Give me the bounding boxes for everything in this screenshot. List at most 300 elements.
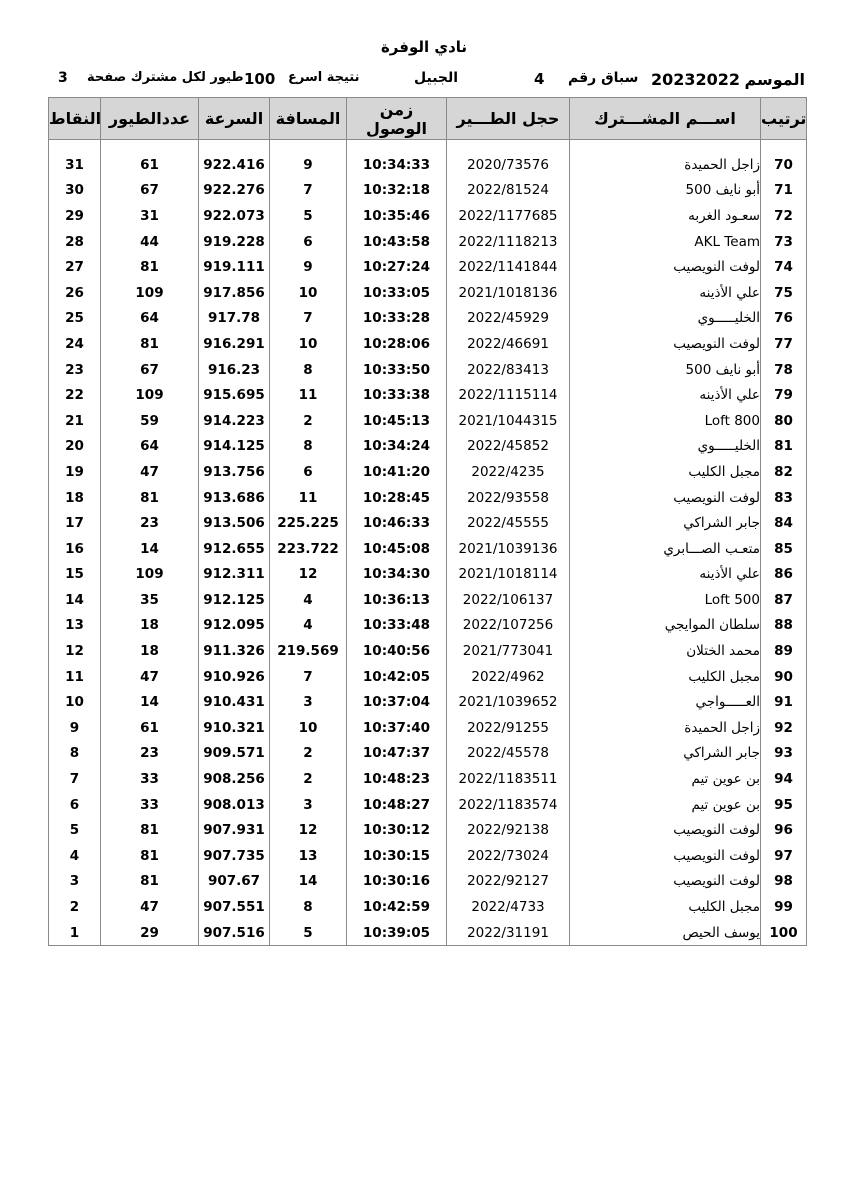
participant-name-cell: الخليـــــوي	[570, 434, 761, 460]
birds-cell: 31	[101, 203, 199, 229]
distance-cell: 7	[270, 178, 347, 204]
arrival-time-cell: 10:48:27	[347, 792, 447, 818]
table-row	[49, 408, 807, 434]
arrival-time-cell: 10:30:12	[347, 817, 447, 843]
distance-cell: 11	[270, 382, 347, 408]
participant-name-cell: لوفت النويصيب	[570, 869, 761, 895]
table-row	[49, 434, 807, 460]
birds-cell: 61	[101, 715, 199, 741]
col-points-header: النقاط	[49, 98, 101, 140]
ring-number-cell: 2022/45929	[447, 306, 570, 332]
distance-cell: 2	[270, 741, 347, 767]
participant-name-cell: جابر الشراكي	[570, 510, 761, 536]
table-row	[49, 382, 807, 408]
distance-cell: 7	[270, 664, 347, 690]
rank-cell: 90	[761, 664, 807, 690]
ring-number-cell: 2022/93558	[447, 485, 570, 511]
points-cell: 12	[49, 638, 101, 664]
arrival-time-cell: 10:27:24	[347, 254, 447, 280]
distance-cell: 12	[270, 817, 347, 843]
participant-name-cell: زاجل الحميدة	[570, 152, 761, 178]
arrival-time-cell: 10:42:59	[347, 894, 447, 920]
rank-cell: 100	[761, 920, 807, 946]
participant-name-cell: متعـب الصـــابري	[570, 536, 761, 562]
birds-cell: 81	[101, 254, 199, 280]
birds-cell: 18	[101, 613, 199, 639]
ring-number-cell: 2022/1183574	[447, 792, 570, 818]
participant-name-cell: بن عوين تيم	[570, 792, 761, 818]
speed-cell: 910.321	[199, 715, 270, 741]
distance-cell: 10	[270, 715, 347, 741]
ring-number-cell: 2022/4962	[447, 664, 570, 690]
birds-cell: 109	[101, 382, 199, 408]
arrival-time-cell: 10:36:13	[347, 587, 447, 613]
speed-cell: 907.67	[199, 869, 270, 895]
birds-cell: 35	[101, 587, 199, 613]
rank-cell: 92	[761, 715, 807, 741]
col-speed-header: السرعة	[199, 98, 270, 140]
club-name: نادي الوفرة	[380, 38, 468, 56]
ring-number-cell: 2022/1141844	[447, 254, 570, 280]
distance-cell: 3	[270, 689, 347, 715]
result-count: 100	[244, 70, 276, 88]
arrival-time-cell: 10:28:45	[347, 485, 447, 511]
ring-number-cell: 2022/1177685	[447, 203, 570, 229]
rank-cell: 89	[761, 638, 807, 664]
distance-cell: 12	[270, 562, 347, 588]
per-member-label: طيور لكل مشترك صفحة	[87, 70, 244, 85]
table-row	[49, 638, 807, 664]
participant-name-cell: لوفت النويصيب	[570, 254, 761, 280]
distance-cell: 2	[270, 408, 347, 434]
distance-cell: 6	[270, 459, 347, 485]
participant-name-cell: مجبل الكليب	[570, 664, 761, 690]
speed-cell: 919.228	[199, 229, 270, 255]
distance-cell: 2	[270, 766, 347, 792]
speed-cell: 907.931	[199, 817, 270, 843]
distance-cell: 11	[270, 485, 347, 511]
arrival-time-cell: 10:30:16	[347, 869, 447, 895]
arrival-time-cell: 10:35:46	[347, 203, 447, 229]
ring-number-cell: 2022/31191	[447, 920, 570, 946]
points-cell: 4	[49, 843, 101, 869]
rank-cell: 97	[761, 843, 807, 869]
participant-name-cell: مجبل الكليب	[570, 894, 761, 920]
points-cell: 9	[49, 715, 101, 741]
participant-name-cell: بن عوين تيم	[570, 766, 761, 792]
result-label: نتيجة اسرع	[288, 70, 360, 85]
season-value: 20232022	[651, 70, 741, 89]
birds-cell: 109	[101, 280, 199, 306]
results-table	[48, 97, 807, 946]
rank-cell: 98	[761, 869, 807, 895]
speed-cell: 913.686	[199, 485, 270, 511]
points-cell: 6	[49, 792, 101, 818]
ring-number-cell: 2022/91255	[447, 715, 570, 741]
rank-cell: 71	[761, 178, 807, 204]
points-cell: 30	[49, 178, 101, 204]
points-cell: 23	[49, 357, 101, 383]
speed-cell: 911.326	[199, 638, 270, 664]
birds-cell: 23	[101, 510, 199, 536]
participant-name-cell: علي الأذينه	[570, 382, 761, 408]
table-row	[49, 459, 807, 485]
arrival-time-cell: 10:33:50	[347, 357, 447, 383]
table-row	[49, 741, 807, 767]
points-cell: 15	[49, 562, 101, 588]
participant-name-cell: يوسف الحيص	[570, 920, 761, 946]
birds-cell: 109	[101, 562, 199, 588]
ring-number-cell: 2022/81524	[447, 178, 570, 204]
race-location: الجبيل	[414, 70, 459, 86]
birds-cell: 14	[101, 689, 199, 715]
arrival-time-cell: 10:42:05	[347, 664, 447, 690]
table-row	[49, 869, 807, 895]
participant-name-cell: لوفت النويصيب	[570, 485, 761, 511]
rank-cell: 82	[761, 459, 807, 485]
rank-cell: 80	[761, 408, 807, 434]
ring-number-cell: 2021/1039136	[447, 536, 570, 562]
arrival-time-cell: 10:30:15	[347, 843, 447, 869]
col-birds-header: عددالطيور	[101, 98, 199, 140]
speed-cell: 917.856	[199, 280, 270, 306]
distance-cell: 9	[270, 152, 347, 178]
birds-cell: 64	[101, 434, 199, 460]
ring-number-cell: 2022/1118213	[447, 229, 570, 255]
participant-name-cell: أبو نايف 500	[570, 357, 761, 383]
speed-cell: 919.111	[199, 254, 270, 280]
points-cell: 5	[49, 817, 101, 843]
ring-number-cell: 2022/4235	[447, 459, 570, 485]
ring-number-cell: 2022/83413	[447, 357, 570, 383]
speed-cell: 908.013	[199, 792, 270, 818]
ring-number-cell: 2022/4733	[447, 894, 570, 920]
participant-name-cell: AKL Team	[570, 229, 761, 255]
ring-number-cell: 2022/106137	[447, 587, 570, 613]
distance-cell: 219.569	[270, 638, 347, 664]
table-row	[49, 331, 807, 357]
table-row	[49, 843, 807, 869]
birds-cell: 81	[101, 843, 199, 869]
birds-cell: 47	[101, 664, 199, 690]
arrival-time-cell: 10:39:05	[347, 920, 447, 946]
arrival-time-cell: 10:40:56	[347, 638, 447, 664]
speed-cell: 914.125	[199, 434, 270, 460]
ring-number-cell: 2022/45578	[447, 741, 570, 767]
arrival-time-cell: 10:33:05	[347, 280, 447, 306]
rank-cell: 77	[761, 331, 807, 357]
points-cell: 28	[49, 229, 101, 255]
col-ring-header: حجل الطـــير	[447, 98, 570, 140]
table-row	[49, 536, 807, 562]
arrival-time-cell: 10:47:37	[347, 741, 447, 767]
points-cell: 27	[49, 254, 101, 280]
points-cell: 20	[49, 434, 101, 460]
table-row	[49, 229, 807, 255]
rank-cell: 74	[761, 254, 807, 280]
speed-cell: 907.516	[199, 920, 270, 946]
page-number: 3	[58, 70, 68, 86]
speed-cell: 907.735	[199, 843, 270, 869]
ring-number-cell: 2021/1018114	[447, 562, 570, 588]
table-row	[49, 510, 807, 536]
arrival-time-cell: 10:37:04	[347, 689, 447, 715]
distance-cell: 8	[270, 894, 347, 920]
speed-cell: 913.756	[199, 459, 270, 485]
distance-cell: 10	[270, 331, 347, 357]
points-cell: 2	[49, 894, 101, 920]
rank-cell: 87	[761, 587, 807, 613]
rank-cell: 72	[761, 203, 807, 229]
table-row	[49, 306, 807, 332]
table-row	[49, 152, 807, 178]
distance-cell: 4	[270, 613, 347, 639]
points-cell: 11	[49, 664, 101, 690]
arrival-time-cell: 10:48:23	[347, 766, 447, 792]
speed-cell: 914.223	[199, 408, 270, 434]
participant-name-cell: علي الأذينه	[570, 562, 761, 588]
speed-cell: 915.695	[199, 382, 270, 408]
distance-cell: 6	[270, 229, 347, 255]
birds-cell: 33	[101, 766, 199, 792]
distance-cell: 223.722	[270, 536, 347, 562]
rank-cell: 78	[761, 357, 807, 383]
points-cell: 29	[49, 203, 101, 229]
table-row	[49, 817, 807, 843]
speed-cell: 916.291	[199, 331, 270, 357]
birds-cell: 59	[101, 408, 199, 434]
speed-cell: 912.311	[199, 562, 270, 588]
table-row	[49, 485, 807, 511]
participant-name-cell: مجبل الكليب	[570, 459, 761, 485]
arrival-time-cell: 10:33:38	[347, 382, 447, 408]
table-row	[49, 587, 807, 613]
participant-name-cell: جابر الشراكي	[570, 741, 761, 767]
participant-name-cell: Loft 800	[570, 408, 761, 434]
table-row	[49, 613, 807, 639]
race-number: 4	[534, 70, 545, 88]
table-row	[49, 894, 807, 920]
birds-cell: 33	[101, 792, 199, 818]
participant-name-cell: الخليـــــوي	[570, 306, 761, 332]
distance-cell: 225.225	[270, 510, 347, 536]
rank-cell: 85	[761, 536, 807, 562]
points-cell: 13	[49, 613, 101, 639]
rank-cell: 99	[761, 894, 807, 920]
arrival-time-cell: 10:32:18	[347, 178, 447, 204]
birds-cell: 61	[101, 152, 199, 178]
speed-cell: 912.125	[199, 587, 270, 613]
rank-cell: 83	[761, 485, 807, 511]
distance-cell: 8	[270, 434, 347, 460]
points-cell: 10	[49, 689, 101, 715]
participant-name-cell: أبو نايف 500	[570, 178, 761, 204]
table-row	[49, 920, 807, 946]
speed-cell: 922.073	[199, 203, 270, 229]
participant-name-cell: علي الأذينه	[570, 280, 761, 306]
race-info-line	[0, 70, 848, 92]
speed-cell: 917.78	[199, 306, 270, 332]
table-row	[49, 280, 807, 306]
points-cell: 17	[49, 510, 101, 536]
participant-name-cell: سلطان الموايجي	[570, 613, 761, 639]
birds-cell: 47	[101, 459, 199, 485]
distance-cell: 7	[270, 306, 347, 332]
birds-cell: 81	[101, 331, 199, 357]
table-row	[49, 203, 807, 229]
rank-cell: 84	[761, 510, 807, 536]
ring-number-cell: 2020/73576	[447, 152, 570, 178]
points-cell: 26	[49, 280, 101, 306]
participant-name-cell: سعـود الغربه	[570, 203, 761, 229]
race-label: سباق رقم	[568, 70, 639, 86]
rank-cell: 76	[761, 306, 807, 332]
speed-cell: 908.256	[199, 766, 270, 792]
col-distance-header: المسافة	[270, 98, 347, 140]
points-cell: 31	[49, 152, 101, 178]
speed-cell: 922.416	[199, 152, 270, 178]
points-cell: 24	[49, 331, 101, 357]
arrival-time-cell: 10:33:48	[347, 613, 447, 639]
arrival-time-cell: 10:45:08	[347, 536, 447, 562]
points-cell: 3	[49, 869, 101, 895]
points-cell: 22	[49, 382, 101, 408]
arrival-time-cell: 10:45:13	[347, 408, 447, 434]
ring-number-cell: 2022/73024	[447, 843, 570, 869]
birds-cell: 67	[101, 357, 199, 383]
arrival-time-cell: 10:28:06	[347, 331, 447, 357]
points-cell: 14	[49, 587, 101, 613]
birds-cell: 47	[101, 894, 199, 920]
ring-number-cell: 2022/1115114	[447, 382, 570, 408]
ring-number-cell: 2022/92127	[447, 869, 570, 895]
col-rank-header: ترتيب	[761, 98, 807, 140]
speed-cell: 916.23	[199, 357, 270, 383]
rank-cell: 70	[761, 152, 807, 178]
table-row	[49, 562, 807, 588]
ring-number-cell: 2021/773041	[447, 638, 570, 664]
table-row	[49, 689, 807, 715]
birds-cell: 23	[101, 741, 199, 767]
ring-number-cell: 2021/1039652	[447, 689, 570, 715]
distance-cell: 10	[270, 280, 347, 306]
points-cell: 7	[49, 766, 101, 792]
participant-name-cell: لوفت النويصيب	[570, 817, 761, 843]
table-row	[49, 254, 807, 280]
distance-cell: 8	[270, 357, 347, 383]
rank-cell: 79	[761, 382, 807, 408]
distance-cell: 9	[270, 254, 347, 280]
rank-cell: 94	[761, 766, 807, 792]
rank-cell: 95	[761, 792, 807, 818]
col-name-header: اســـم المشـــترك	[570, 98, 761, 140]
points-cell: 8	[49, 741, 101, 767]
birds-cell: 67	[101, 178, 199, 204]
birds-cell: 81	[101, 485, 199, 511]
ring-number-cell: 2021/1018136	[447, 280, 570, 306]
points-cell: 18	[49, 485, 101, 511]
birds-cell: 18	[101, 638, 199, 664]
birds-cell: 64	[101, 306, 199, 332]
points-cell: 21	[49, 408, 101, 434]
participant-name-cell: لوفت النويصيب	[570, 331, 761, 357]
birds-cell: 81	[101, 869, 199, 895]
distance-cell: 4	[270, 587, 347, 613]
arrival-time-cell: 10:33:28	[347, 306, 447, 332]
participant-name-cell: Loft 500	[570, 587, 761, 613]
speed-cell: 909.571	[199, 741, 270, 767]
arrival-time-cell: 10:46:33	[347, 510, 447, 536]
ring-number-cell: 2022/1183511	[447, 766, 570, 792]
table-row	[49, 357, 807, 383]
arrival-time-cell: 10:41:20	[347, 459, 447, 485]
rank-cell: 86	[761, 562, 807, 588]
birds-cell: 29	[101, 920, 199, 946]
arrival-time-cell: 10:37:40	[347, 715, 447, 741]
birds-cell: 81	[101, 817, 199, 843]
birds-cell: 44	[101, 229, 199, 255]
ring-number-cell: 2021/1044315	[447, 408, 570, 434]
rank-cell: 75	[761, 280, 807, 306]
speed-cell: 912.095	[199, 613, 270, 639]
arrival-time-cell: 10:34:24	[347, 434, 447, 460]
rank-cell: 96	[761, 817, 807, 843]
points-cell: 19	[49, 459, 101, 485]
arrival-time-cell: 10:34:30	[347, 562, 447, 588]
distance-cell: 3	[270, 792, 347, 818]
participant-name-cell: العـــــواجي	[570, 689, 761, 715]
distance-cell: 5	[270, 920, 347, 946]
table-row	[49, 664, 807, 690]
points-cell: 1	[49, 920, 101, 946]
rank-cell: 91	[761, 689, 807, 715]
speed-cell: 912.655	[199, 536, 270, 562]
distance-cell: 5	[270, 203, 347, 229]
table-row	[49, 715, 807, 741]
points-cell: 16	[49, 536, 101, 562]
arrival-time-cell: 10:43:58	[347, 229, 447, 255]
rank-cell: 93	[761, 741, 807, 767]
ring-number-cell: 2022/107256	[447, 613, 570, 639]
table-row	[49, 766, 807, 792]
ring-number-cell: 2022/92138	[447, 817, 570, 843]
header-row	[49, 98, 807, 140]
speed-cell: 910.431	[199, 689, 270, 715]
participant-name-cell: لوفت النويصيب	[570, 843, 761, 869]
ring-number-cell: 2022/45852	[447, 434, 570, 460]
points-cell: 25	[49, 306, 101, 332]
speed-cell: 913.506	[199, 510, 270, 536]
participant-name-cell: زاجل الحميدة	[570, 715, 761, 741]
col-time-header: زمن الوصول	[347, 98, 447, 140]
speed-cell: 922.276	[199, 178, 270, 204]
arrival-time-cell: 10:34:33	[347, 152, 447, 178]
rank-cell: 88	[761, 613, 807, 639]
speed-cell: 907.551	[199, 894, 270, 920]
ring-number-cell: 2022/46691	[447, 331, 570, 357]
rank-cell: 73	[761, 229, 807, 255]
participant-name-cell: محمد الختلان	[570, 638, 761, 664]
ring-number-cell: 2022/45555	[447, 510, 570, 536]
table-row	[49, 178, 807, 204]
rank-cell: 81	[761, 434, 807, 460]
birds-cell: 14	[101, 536, 199, 562]
season-label: الموسم	[744, 70, 805, 89]
distance-cell: 14	[270, 869, 347, 895]
table-row	[49, 792, 807, 818]
distance-cell: 13	[270, 843, 347, 869]
speed-cell: 910.926	[199, 664, 270, 690]
